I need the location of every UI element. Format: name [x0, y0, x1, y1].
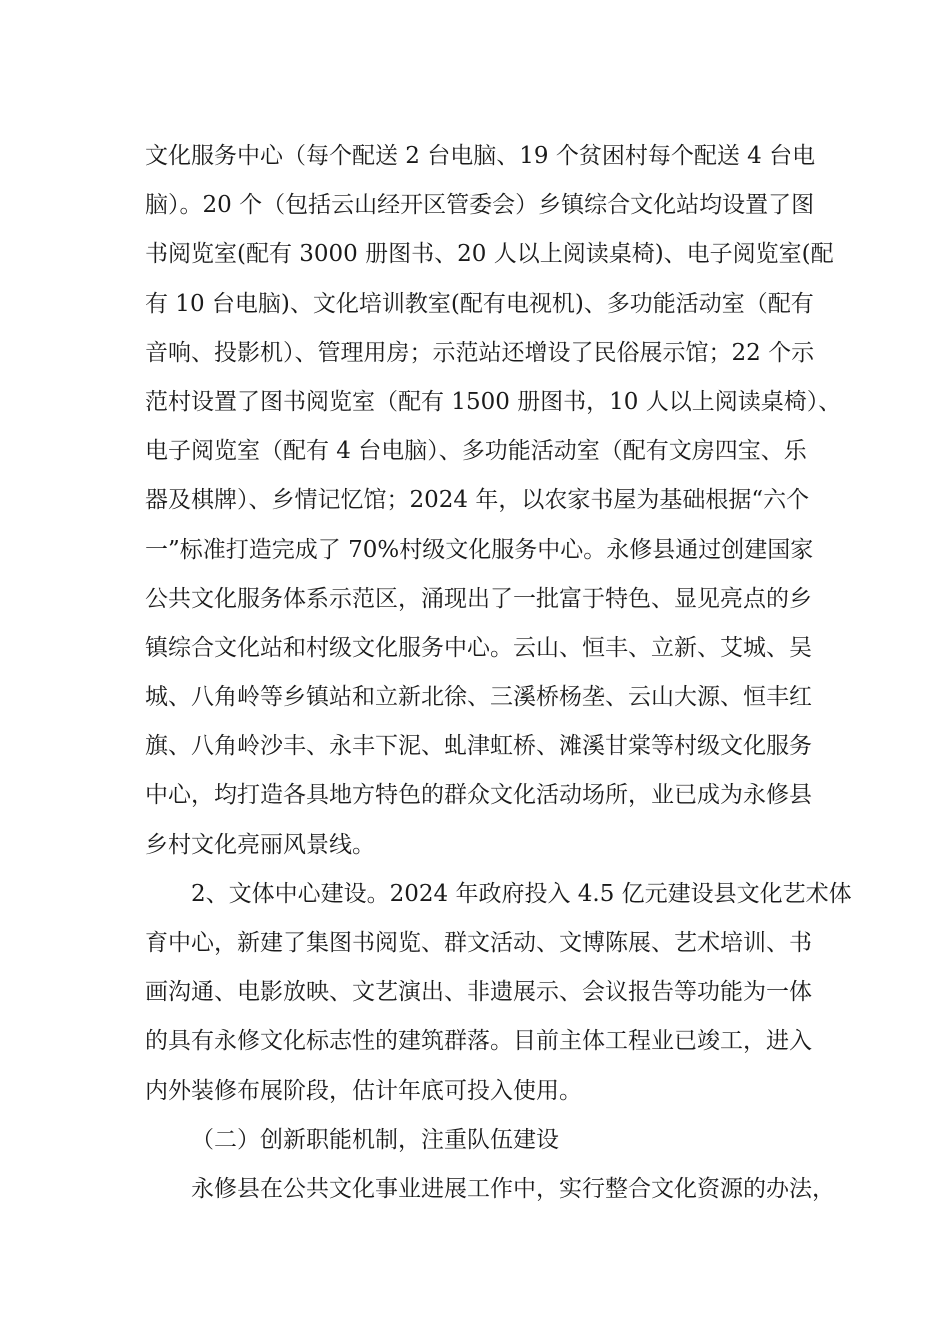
text-line: 公共文化服务体系示范区，涌现出了一批富于特色、显见亮点的乡	[145, 585, 812, 612]
text-line: 范村设置了图书阅览室（配有 1500 册图书，10 人以上阅读桌椅）、	[145, 388, 842, 415]
text-line: 书阅览室(配有 3000 册图书、20 人以上阅读桌椅)、电子阅览室(配	[145, 241, 834, 268]
paragraph-start-line: 2、文体中心建设。2024 年政府投入 4.5 亿元建设县文化艺术体	[191, 880, 852, 907]
text-line: 的具有永修文化标志性的建筑群落。目前主体工程业已竣工，进入	[145, 1028, 812, 1055]
text-line: 音响、投影机）、管理用房；示范站还增设了民俗展示馆；22 个示	[145, 339, 815, 366]
text-line: 育中心，新建了集图书阅览、群文活动、文博陈展、艺术培训、书	[145, 930, 812, 956]
section-heading: （二）创新职能机制，注重队伍建设	[191, 1126, 559, 1153]
text-line: 城、八角岭等乡镇站和立新北徐、三溪桥杨垄、云山大源、恒丰红	[145, 684, 812, 711]
text-line: 电子阅览室（配有 4 台电脑）、多功能活动室（配有文房四宝、乐	[145, 438, 807, 465]
text-line: 旗、八角岭沙丰、永丰下泥、虬津虹桥、滩溪甘棠等村级文化服务	[145, 733, 812, 760]
body-text	[145, 132, 852, 1214]
text-line: 脑）。20 个（包括云山经开区管委会）乡镇综合文化站均设置了图	[145, 192, 815, 219]
text-line: 画沟通、电影放映、文艺演出、非遗展示、会议报告等功能为一体	[145, 979, 812, 1006]
text-line: 中心，均打造各具地方特色的群众文化活动场所，业已成为永修县	[145, 782, 812, 809]
text-line: 内外装修布展阶段，估计年底可投入使用。	[145, 1077, 582, 1104]
text-line: 镇综合文化站和村级文化服务中心。云山、恒丰、立新、艾城、吴	[145, 634, 812, 661]
text-line: 有 10 台电脑)、文化培训教室(配有电视机)、多功能活动室（配有	[145, 290, 814, 317]
text-line: 一”标准打造完成了 70%村级文化服务中心。永修县通过创建国家	[145, 536, 814, 563]
text-line: 乡村文化亮丽风景线。	[145, 831, 375, 858]
paragraph-start-line: 永修县在公共文化事业进展工作中，实行整合文化资源的办法，	[191, 1175, 835, 1202]
text-line: 器及棋牌）、乡情记忆馆；2024 年，以农家书屋为基础根据“六个	[145, 487, 810, 514]
text-line: 文化服务中心（每个配送 2 台电脑、19 个贫困村每个配送 4 台电	[145, 143, 816, 169]
